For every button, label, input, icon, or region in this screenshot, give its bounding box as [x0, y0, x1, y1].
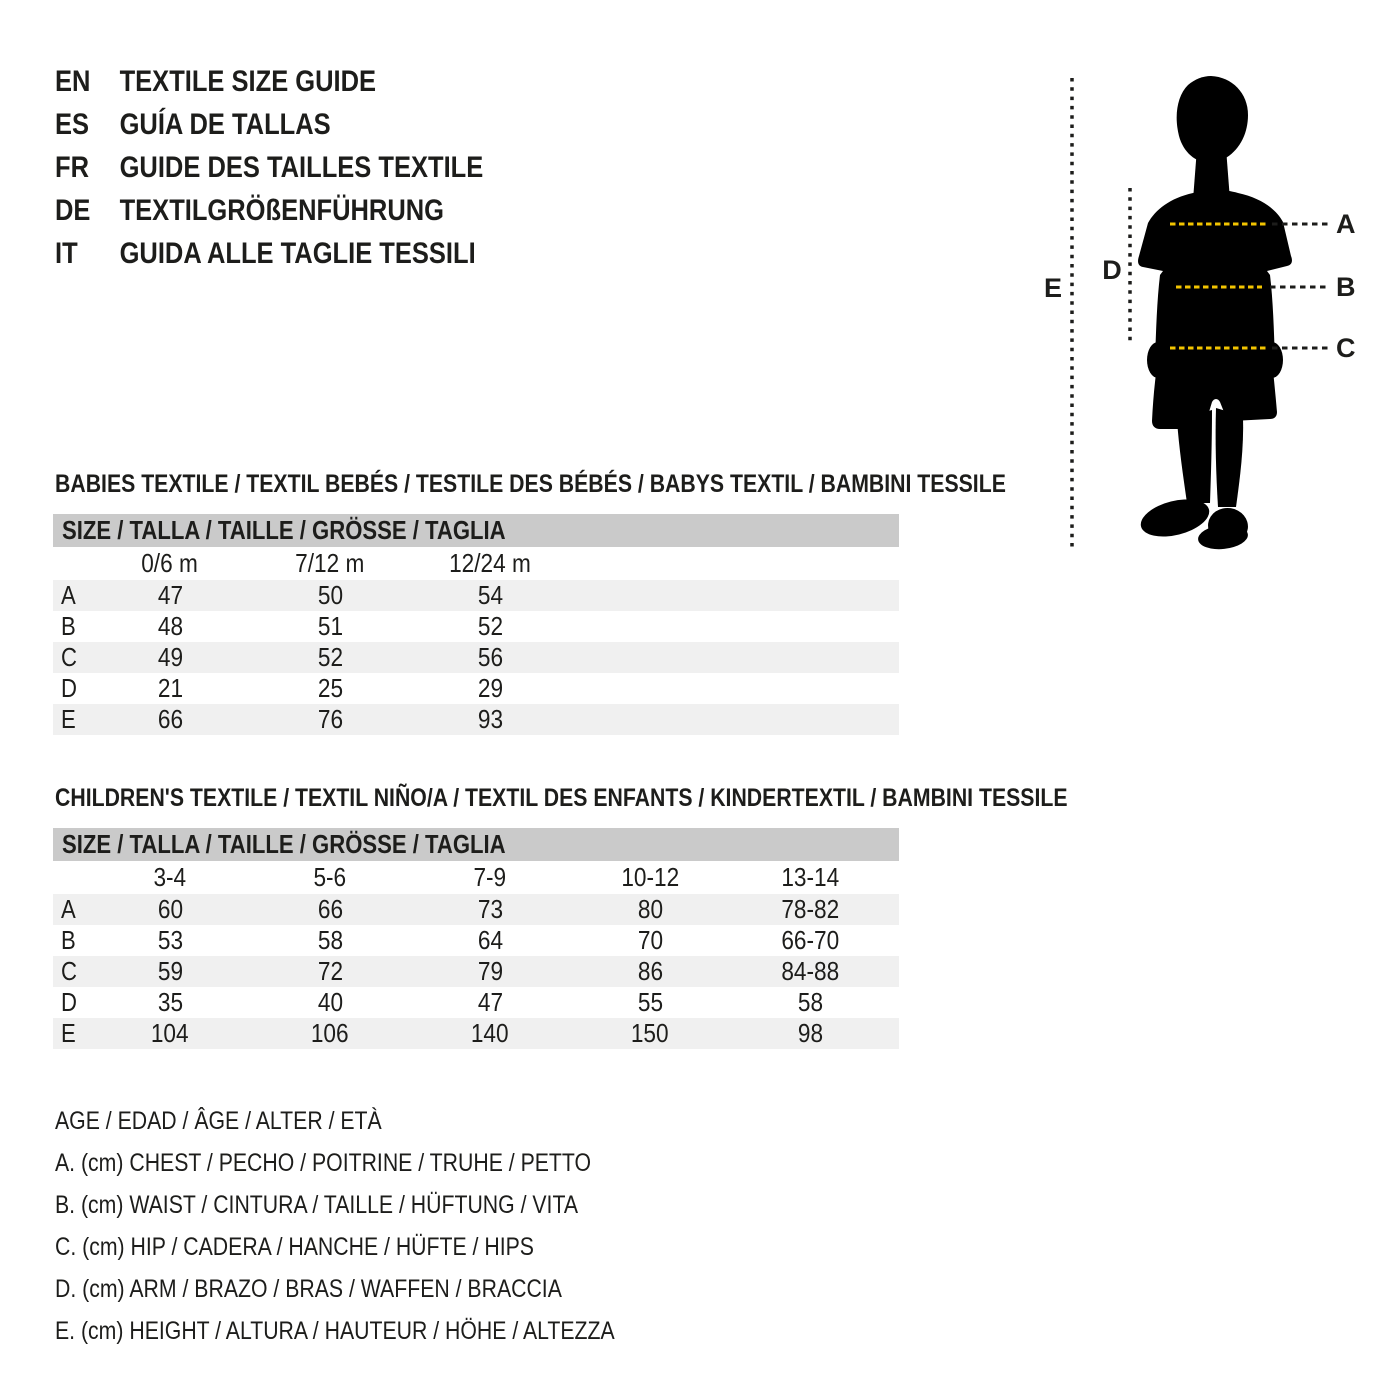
table-cell: 56 — [477, 642, 503, 672]
column-header: 10-12 — [621, 862, 679, 892]
table-row — [53, 1018, 899, 1049]
row-label: A — [61, 580, 76, 610]
language-title: GUIDA ALLE TAGLIE TESSILI — [119, 236, 476, 270]
table-cell: 21 — [157, 673, 183, 703]
table-cell: 47 — [157, 580, 183, 610]
table-cell: 53 — [157, 925, 183, 955]
table-cell: 50 — [317, 580, 343, 610]
table-cell: 66 — [317, 894, 343, 924]
legend-age: AGE / EDAD / ÂGE / ALTER / ETÀ — [55, 1106, 382, 1135]
table-cell: 72 — [317, 956, 343, 986]
table-cell: 52 — [317, 642, 343, 672]
legend-hip: C. (cm) HIP / CADERA / HANCHE / HÜFTE / HIPS — [55, 1232, 534, 1261]
row-label: E — [61, 1018, 76, 1048]
row-label: D — [61, 673, 77, 703]
legend-height: E. (cm) HEIGHT / ALTURA / HAUTEUR / HÖHE / ALTEZZA — [55, 1316, 615, 1345]
language-title: TEXTILE SIZE GUIDE — [119, 64, 377, 98]
babies-size-table — [53, 514, 899, 735]
row-label: C — [61, 642, 77, 672]
table-cell: 64 — [477, 925, 503, 955]
language-row-es — [55, 103, 483, 146]
table-cell: 54 — [477, 580, 503, 610]
table-cell: 70 — [637, 925, 663, 955]
column-header: 7-9 — [473, 862, 507, 892]
children-column-header-row — [53, 861, 899, 894]
table-row — [53, 642, 899, 673]
row-label: B — [61, 611, 76, 641]
child-figure-svg — [1020, 60, 1400, 570]
language-code: FR — [55, 150, 89, 184]
row-label: D — [61, 987, 77, 1017]
table-cell: 140 — [471, 1018, 509, 1048]
language-title-list — [55, 60, 559, 275]
table-cell: 48 — [157, 611, 183, 641]
label-a: A — [1336, 209, 1356, 239]
table-cell: 55 — [637, 987, 663, 1017]
language-row-de — [55, 189, 483, 232]
language-row-en — [55, 60, 483, 103]
language-code: DE — [55, 193, 91, 227]
table-cell: 52 — [477, 611, 503, 641]
table-cell: 73 — [477, 894, 503, 924]
legend-waist: B. (cm) WAIST / CINTURA / TAILLE / HÜFTUNG / VITA — [55, 1190, 579, 1219]
table-cell: 59 — [157, 956, 183, 986]
children-section-title: CHILDREN'S TEXTILE / TEXTIL NIÑO/A / TEXTIL DES ENFANTS / KINDERTEXTIL / BAMBINI TESSILE — [55, 784, 1068, 812]
table-cell: 25 — [317, 673, 343, 703]
children-size-table — [53, 828, 899, 1049]
table-row — [53, 704, 899, 735]
row-label: E — [61, 704, 76, 734]
table-cell: 86 — [637, 956, 663, 986]
table-row — [53, 611, 899, 642]
legend-arm: D. (cm) ARM / BRAZO / BRAS / WAFFEN / BRACCIA — [55, 1274, 562, 1303]
measurement-figure — [1020, 60, 1400, 570]
table-row — [53, 580, 899, 611]
table-cell: 66-70 — [781, 925, 839, 955]
size-header-label: SIZE / TALLA / TAILLE / GRÖSSE / TAGLIA — [62, 515, 506, 545]
table-cell: 78-82 — [781, 894, 839, 924]
label-e: E — [1043, 273, 1063, 303]
table-cell: 60 — [157, 894, 183, 924]
table-cell: 76 — [317, 704, 343, 734]
language-code: IT — [55, 236, 78, 270]
table-cell: 58 — [317, 925, 343, 955]
label-c: C — [1336, 333, 1356, 363]
column-header: 7/12 m — [295, 548, 365, 578]
column-header: 0/6 m — [141, 548, 199, 578]
table-row — [53, 925, 899, 956]
table-cell: 93 — [477, 704, 503, 734]
row-label: A — [61, 894, 76, 924]
table-cell: 35 — [157, 987, 183, 1017]
babies-section-title: BABIES TEXTILE / TEXTIL BEBÉS / TESTILE DES BÉBÉS / BABYS TEXTIL / BAMBINI TESSILE — [55, 470, 1006, 498]
table-cell: 104 — [151, 1018, 189, 1048]
table-cell: 51 — [317, 611, 343, 641]
column-header: 13-14 — [781, 862, 839, 892]
babies-column-header-row — [53, 547, 899, 580]
babies-size-header-bar — [53, 514, 899, 547]
language-title: TEXTILGRÖßENFÜHRUNG — [119, 193, 445, 227]
table-cell: 40 — [317, 987, 343, 1017]
table-cell: 29 — [477, 673, 503, 703]
legend-chest: A. (cm) CHEST / PECHO / POITRINE / TRUHE / PETTO — [55, 1148, 592, 1177]
children-size-header-bar — [53, 828, 899, 861]
column-header: 12/24 m — [449, 548, 531, 578]
language-code: EN — [55, 64, 91, 98]
label-d: D — [1102, 255, 1122, 285]
table-cell: 106 — [311, 1018, 349, 1048]
column-header: 5-6 — [313, 862, 347, 892]
row-label: B — [61, 925, 76, 955]
table-cell: 80 — [637, 894, 663, 924]
size-header-label: SIZE / TALLA / TAILLE / GRÖSSE / TAGLIA — [62, 829, 506, 859]
language-title: GUIDE DES TAILLES TEXTILE — [119, 150, 484, 184]
table-row — [53, 894, 899, 925]
child-silhouette — [1137, 76, 1292, 552]
label-b: B — [1336, 272, 1356, 302]
table-cell: 150 — [631, 1018, 669, 1048]
table-cell: 58 — [797, 987, 823, 1017]
language-row-it — [55, 232, 483, 275]
table-cell: 84-88 — [781, 956, 839, 986]
column-header: 3-4 — [153, 862, 187, 892]
table-cell: 49 — [157, 642, 183, 672]
language-title: GUÍA DE TALLAS — [119, 107, 331, 141]
table-cell: 98 — [797, 1018, 823, 1048]
table-cell: 79 — [477, 956, 503, 986]
table-cell: 66 — [157, 704, 183, 734]
table-cell: 47 — [477, 987, 503, 1017]
row-label: C — [61, 956, 77, 986]
table-row — [53, 956, 899, 987]
measurement-legend — [55, 1100, 713, 1352]
table-row — [53, 673, 899, 704]
language-code: ES — [55, 107, 90, 141]
table-row — [53, 987, 899, 1018]
language-row-fr — [55, 146, 483, 189]
